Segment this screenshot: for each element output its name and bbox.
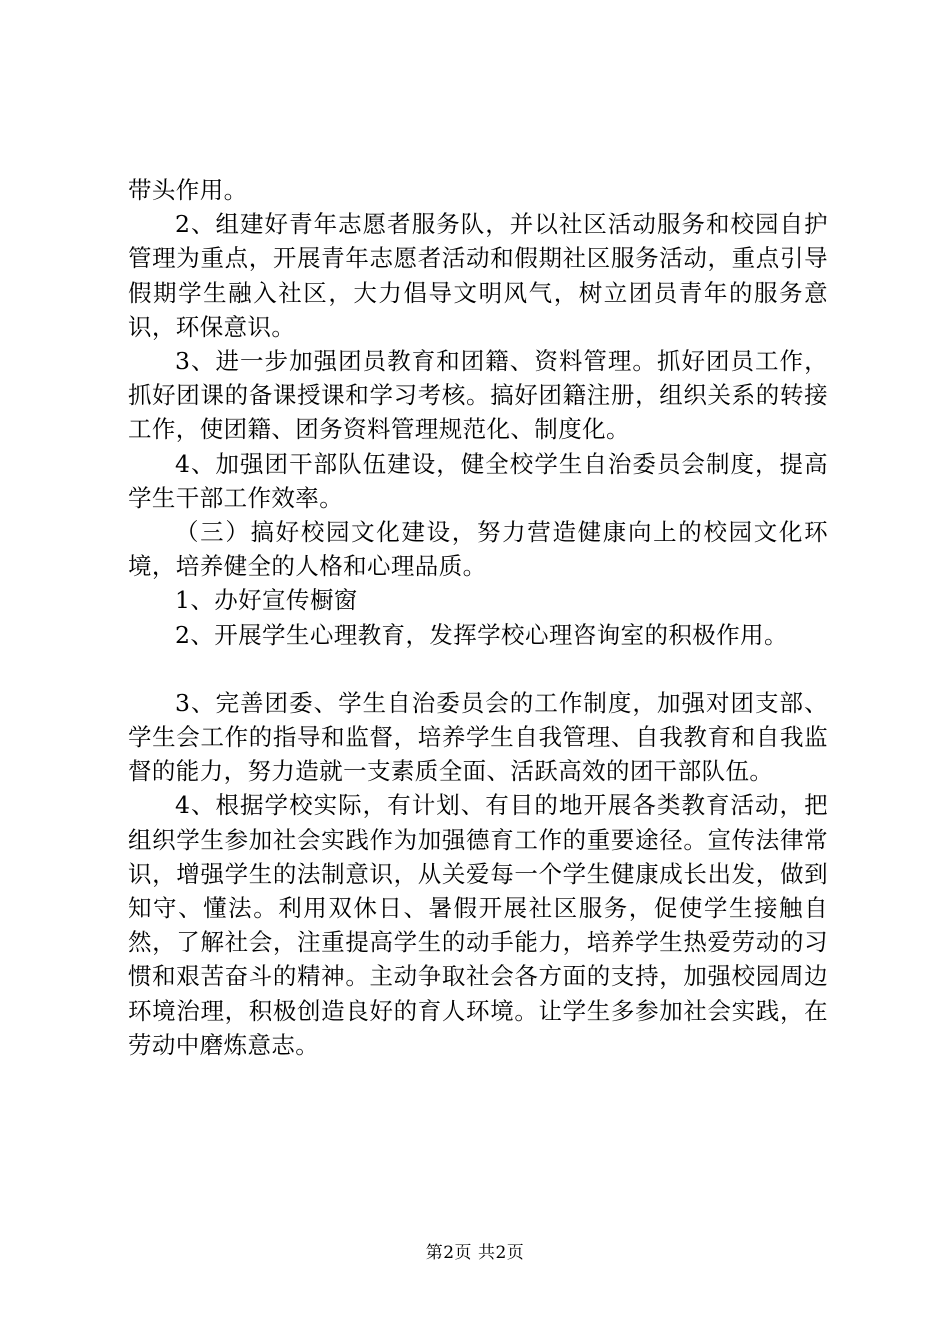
paragraph-continuation: 带头作用。 — [128, 176, 248, 204]
paragraph-item-3-membership: 3、进一步加强团员教育和团籍、资料管理。抓好团员工作，抓好团课的备课授课和学习考核。搞好团籍注册，组织关系的转接工作，使团籍、团务资料管理规范化、制度化。 — [128, 347, 828, 444]
paragraph-item-2-psychology: 2、开展学生心理教育，发挥学校心理咨询室的积极作用。 — [175, 620, 788, 649]
paragraph-item-3-system: 3、完善团委、学生自治委员会的工作制度，加强对团支部、学生会工作的指导和监督，培养学生自我管理、自我教育和自我监督的能力，努力造就一支素质全面、活跃高效的团干部队伍。 — [128, 688, 828, 786]
paragraph-item-1-bulletin: 1、办好宣传橱窗 — [175, 586, 358, 615]
document-body — [128, 173, 828, 1062]
paragraph-item-4-practice: 4、根据学校实际，有计划、有目的地开展各类教育活动，把组织学生参加社会实践作为加强德育工作的重要途径。宣传法律常识，增强学生的法制意识，从关爱每一个学生健康成长出发，做到知守、懂法。利用双休日、暑假开展社区服务，促使学生接触自然，了解社会，注重提高学生的动手能力，培养学生热爱劳动的习惯和艰苦奋斗的精神。主动争取社会各方面的支持，加强校园周边环境治理，积极创造良好的育人环境。让学生多参加社会实践，在劳动中磨炼意志。 — [128, 791, 828, 1059]
paragraph-item-4-cadre: 4、加强团干部队伍建设，健全校学生自治委员会制度，提高学生干部工作效率。 — [128, 449, 828, 512]
page-footer: 第2页 共2页 — [425, 1243, 525, 1263]
paragraph-item-2-volunteer: 2、组建好青年志愿者服务队，并以社区活动服务和校园自护管理为重点，开展青年志愿者活动和假期社区服务活动，重点引导假期学生融入社区，大力倡导文明风气，树立团员青年的服务意识，环保意识。 — [128, 210, 828, 341]
section-heading-campus-culture: （三）搞好校园文化建设，努力营造健康向上的校园文化环境，培养健全的人格和心理品质。 — [128, 518, 828, 581]
